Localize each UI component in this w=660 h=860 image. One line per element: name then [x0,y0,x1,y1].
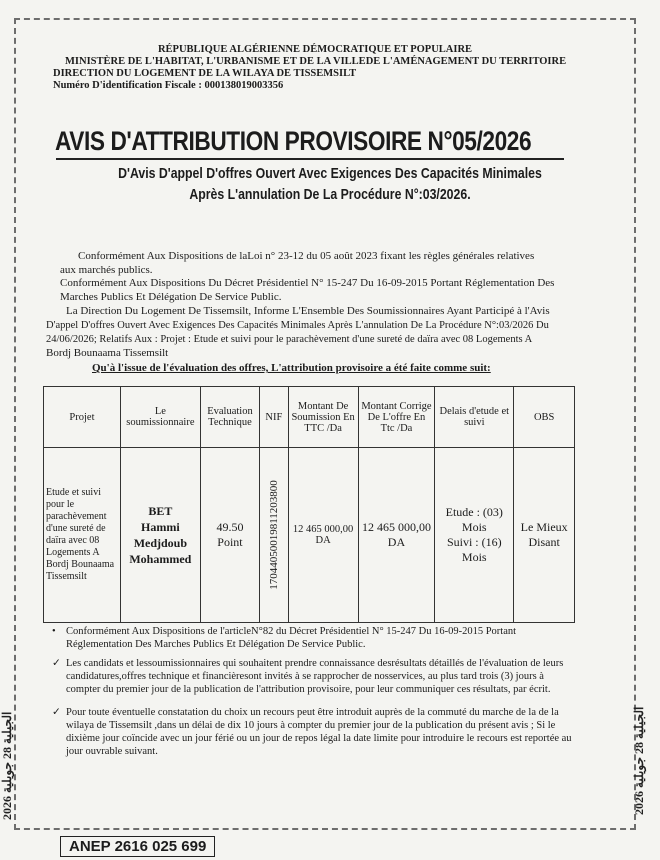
delais-line-1: Etude : (03) [445,505,503,519]
para-4-intro: Qu'à l'issue de l'évaluation des offres, L'attribution provisoire a été faite comme suit: [92,362,491,374]
soum-line-2: Hammi [141,520,180,534]
cell-nif [260,448,288,623]
th-projet: Projet [44,387,121,448]
cell-evaluation [200,448,259,623]
para-3-line-1: La Direction Du Logement De Tissemsilt, Informe L'Ensemble Des Soumissionnaires Ayant Participé à l'Avis [66,305,550,317]
th-montant-soumission: Montant De Soumission En TTC /Da [288,387,358,448]
note-1-text: Conformément Aux Dispositions de l'articleN°82 du Décret Présidentiel N° 15-247 Du 16-09-2015 Portant Réglementation Des Marches Publics Et Délégation De Service Public. [66,626,517,650]
table-row [44,448,575,623]
notes-block [52,625,572,764]
note-bullet [52,625,572,651]
checkmark-icon: ✓ [52,658,61,669]
th-montant-corrige: Montant Corrige De L'offre En Ttc /Da [358,387,435,448]
th-obs: OBS [514,387,575,448]
nif-wrap [264,453,284,618]
checkmark-icon: ✓ [52,707,61,718]
header-republic: RÉPUBLIQUE ALGÉRIENNE DÉMOCRATIQUE ET POPULAIRE [157,44,473,55]
header-direction: DIRECTION DU LOGEMENT DE LA WILAYA DE TISSEMSILT [53,68,357,79]
obs-line-1: Le Mieux [520,520,568,534]
montant-soumission-value: 12 465 000,00 [292,524,354,535]
cell-montant-soumission [288,448,358,623]
note-2-text: Les candidats et lessoumissionnaires qui souhaitent prendre connaissance desrésultats détaillés de l'évaluation de leurs candidatures,offres technique et financièresont invités à se rapprocher de nosservices, au plus tard trois (3) jours à compter du premier jour de la publication de l'attribution provisoire, pour leur communiquer ces résultats, par écrit. [66,658,564,695]
nif-value: 170440500198112038​00 [267,480,280,590]
delais-line-2: Mois [461,520,487,534]
para-1-line-2: aux marchés publics. [60,264,153,276]
soum-line-4: Mohammed [129,552,192,566]
para-2-line-1: Conformément Aux Dispositions Du Décret Présidentiel N° 15-247 Du 16-09-2015 Portant Réglementation Des [60,277,555,289]
note-check [52,706,572,758]
cell-soumissionnaire [120,448,200,623]
subtitle-line-2: Après L'annulation De La Procédure N°:03/2026. [189,186,471,203]
obs-line-2: Disant [528,535,560,549]
evaluation-value: 49.50 [216,520,244,534]
para-1-line-1: Conformément Aux Dispositions de laLoi n° 23-12 du 05 août 2023 fixant les règles générales relatives [78,250,535,262]
side-date-left: 2026 الجيلية 28 جويلية [0,711,14,820]
note-3-text: Pour toute éventuelle constatation du choix un recours peut être introduit auprès de la commuté du marche de la de la wilaya de Tissemsilt ,dans un délai de dix 10 jours à compter du premier jour de la publication du présent avis ; Si le dixième jour coïncide avec un jour férié ou un jour de repos légal la date limite pour introduire le recours est reportée au jour ouvrable suivant. [66,707,572,757]
table-header-row [44,387,575,448]
th-evaluation: Evaluation Technique [200,387,259,448]
header-ministry: MINISTÈRE DE L'HABITAT, L'URBANISME ET DE LA VILLEDE L'AMÉNAGEMENT DU TERRITOIRE [65,56,567,67]
delais-line-3: Suivi : (16) [446,535,502,549]
subtitle-line-1: D'Avis D'appel D'offres Ouvert Avec Exigences Des Capacités Minimales [118,165,542,182]
bullet-icon: • [52,626,56,637]
soum-line-3: Medjdoub [133,536,188,550]
cell-montant-corrige [358,448,435,623]
title-underline [56,158,564,160]
evaluation-unit: Point [217,535,243,549]
cell-projet: Etude et suivi pour le parachèvement d'une sureté de daïra avec 08 Logements A Bordj Bounaama Tissemsilt [44,448,121,623]
montant-corrige-currency: DA [387,535,406,549]
header-nif: Numéro D'identification Fiscale : 000138019003356 [53,80,284,91]
th-nif: NIF [260,387,288,448]
cell-delais [435,448,514,623]
page-title: AVIS D'ATTRIBUTION PROVISOIRE N°05/2026 [55,126,532,156]
montant-corrige-value: 12 465 000,00 [361,520,431,534]
th-soumissionnaire: Le soumissionnaire [120,387,200,448]
attribution-table [43,386,575,623]
th-delais: Delais d'etude et suivi [435,387,514,448]
note-check [52,657,572,696]
delais-line-4: Mois [461,550,487,564]
para-2-line-2: Marches Publics Et Délégation De Service Public. [60,291,282,303]
para-3-line-3: 24/06/2026; Relatifs Aux : Projet : Etude et suivi pour le parachèvement d'une sureté de daïra avec 08 Logements A [46,334,533,345]
para-3-line-2: D'appel D'offres Ouvert Avec Exigences Des Capacités Minimales Après L'annulation De La Procédure N°:03/2026 Du [46,320,549,331]
montant-soumission-currency: DA [315,535,331,546]
soum-line-1: BET [148,504,173,518]
anep-reference: ANEP 2616 025 699 [60,836,215,857]
header-block [45,44,585,92]
cell-obs [514,448,575,623]
para-3-line-4: Bordj Bounaama Tissemsilt [46,347,169,359]
side-date-right: 2026 الجيلية 28 جويلية [632,706,646,815]
